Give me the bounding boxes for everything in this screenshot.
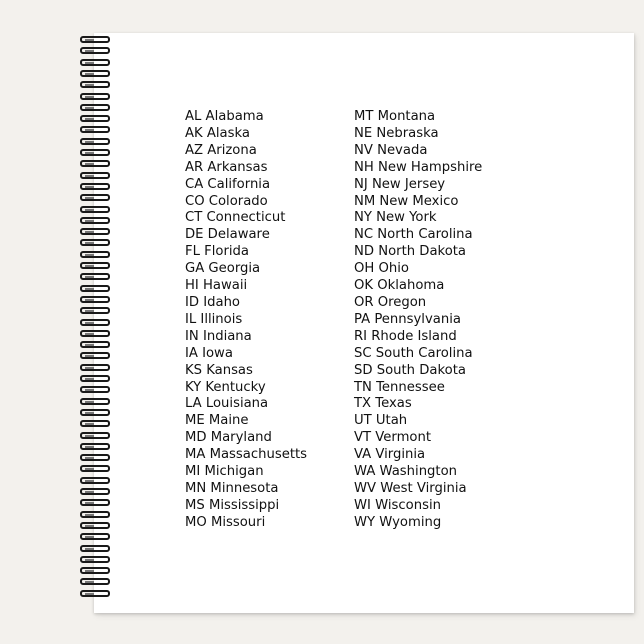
- state-entry: UT Utah: [354, 413, 408, 429]
- spiral-coil: [78, 409, 114, 418]
- spiral-coil: [78, 115, 114, 124]
- spiral-coil: [78, 217, 114, 226]
- spiral-coil: [78, 375, 114, 384]
- state-entry: OR Oregon: [354, 294, 427, 310]
- spiral-coil: [78, 160, 114, 169]
- spiral-coil: [78, 273, 114, 282]
- spiral-coil: [78, 59, 114, 68]
- state-entry: LA Louisiana: [185, 396, 269, 412]
- spiral-coil: [78, 545, 114, 554]
- state-entry: VA Virginia: [354, 447, 426, 463]
- spiral-coil: [78, 194, 114, 203]
- state-entry: AZ Arizona: [185, 142, 257, 158]
- spiral-coil: [78, 319, 114, 328]
- spiral-coil: [78, 149, 114, 158]
- state-entry: IN Indiana: [185, 328, 252, 344]
- spiral-coil: [78, 477, 114, 486]
- spiral-coil: [78, 36, 114, 45]
- state-entry: RI Rhode Island: [354, 328, 457, 344]
- state-entry: VT Vermont: [354, 430, 432, 446]
- state-entry: MI Michigan: [185, 464, 264, 480]
- state-entry: NH New Hampshire: [354, 159, 483, 175]
- spiral-coil: [78, 590, 114, 599]
- spiral-coil: [78, 533, 114, 542]
- spiral-coil: [78, 465, 114, 474]
- state-entry: IL Illinois: [185, 311, 243, 327]
- spiral-coil: [78, 330, 114, 339]
- state-entry: SC South Carolina: [354, 345, 473, 361]
- spiral-coil: [78, 556, 114, 565]
- state-entry: KY Kentucky: [185, 379, 266, 395]
- spiral-coil: [78, 488, 114, 497]
- spiral-coil: [78, 364, 114, 373]
- spiral-coil: [78, 567, 114, 576]
- spiral-coil: [78, 296, 114, 305]
- state-entry: MA Massachusetts: [185, 447, 308, 463]
- state-entry: IA Iowa: [185, 345, 233, 361]
- spiral-coil: [78, 420, 114, 429]
- state-entry: OH Ohio: [354, 261, 409, 277]
- state-entry: NJ New Jersey: [354, 176, 446, 192]
- spiral-coil: [78, 206, 114, 215]
- spiral-coil: [78, 522, 114, 531]
- spiral-coil: [78, 138, 114, 147]
- spiral-coil: [78, 499, 114, 508]
- state-entry: SD South Dakota: [354, 362, 466, 378]
- state-entry: ID Idaho: [185, 294, 241, 310]
- spiral-coil: [78, 307, 114, 316]
- spiral-coil: [78, 386, 114, 395]
- state-entry: AK Alaska: [185, 125, 250, 141]
- state-entry: HI Hawaii: [185, 278, 248, 294]
- state-entry: AR Arkansas: [185, 159, 268, 175]
- spiral-coil: [78, 172, 114, 181]
- state-entry: MD Maryland: [185, 430, 272, 446]
- state-entry: ND North Dakota: [354, 244, 467, 260]
- state-entry: NY New York: [354, 210, 437, 226]
- state-entry: MO Missouri: [185, 514, 266, 530]
- spiral-coil: [78, 239, 114, 248]
- states-list-right: [354, 109, 482, 532]
- state-entry: NV Nevada: [354, 142, 428, 158]
- state-entry: MS Mississippi: [185, 497, 280, 513]
- spiral-coil: [78, 93, 114, 102]
- spiral-coil: [78, 443, 114, 452]
- state-entry: WI Wisconsin: [354, 497, 441, 513]
- spiral-coil: [78, 251, 114, 260]
- states-list-left: [185, 109, 307, 532]
- spiral-coil: [78, 398, 114, 407]
- state-entry: GA Georgia: [185, 261, 261, 277]
- spiral-coil: [78, 341, 114, 350]
- spiral-coil: [78, 511, 114, 520]
- state-entry: AL Alabama: [185, 109, 264, 124]
- state-entry: WV West Virginia: [354, 480, 467, 496]
- spiral-coil: [78, 70, 114, 79]
- state-entry: NE Nebraska: [354, 125, 439, 141]
- state-entry: WY Wyoming: [354, 514, 442, 530]
- state-entry: TN Tennessee: [354, 379, 445, 395]
- state-entry: CT Connecticut: [185, 210, 286, 226]
- state-entry: NM New Mexico: [354, 193, 459, 209]
- state-entry: CO Colorado: [185, 193, 268, 209]
- state-entry: PA Pennsylvania: [354, 311, 461, 327]
- state-entry: DE Delaware: [185, 227, 270, 243]
- spiral-coil: [78, 104, 114, 113]
- spiral-coil: [78, 352, 114, 361]
- spiral-coil: [78, 47, 114, 56]
- spiral-coil: [78, 81, 114, 90]
- spiral-coil: [78, 126, 114, 135]
- state-entry: MT Montana: [354, 109, 436, 124]
- state-entry: OK Oklahoma: [354, 278, 445, 294]
- state-entry: ME Maine: [185, 413, 249, 429]
- state-entry: KS Kansas: [185, 362, 253, 378]
- spiral-binding: [78, 36, 122, 616]
- spiral-coil: [78, 262, 114, 271]
- state-entry: WA Washington: [354, 464, 458, 480]
- state-entry: MN Minnesota: [185, 480, 279, 496]
- state-entry: TX Texas: [354, 396, 412, 412]
- state-entry: FL Florida: [185, 244, 249, 260]
- state-entry: NC North Carolina: [354, 227, 473, 243]
- spiral-coil: [78, 432, 114, 441]
- state-entry: CA California: [185, 176, 271, 192]
- spiral-coil: [78, 183, 114, 192]
- spiral-coil: [78, 285, 114, 294]
- spiral-coil: [78, 454, 114, 463]
- spiral-coil: [78, 228, 114, 237]
- spiral-coil: [78, 578, 114, 587]
